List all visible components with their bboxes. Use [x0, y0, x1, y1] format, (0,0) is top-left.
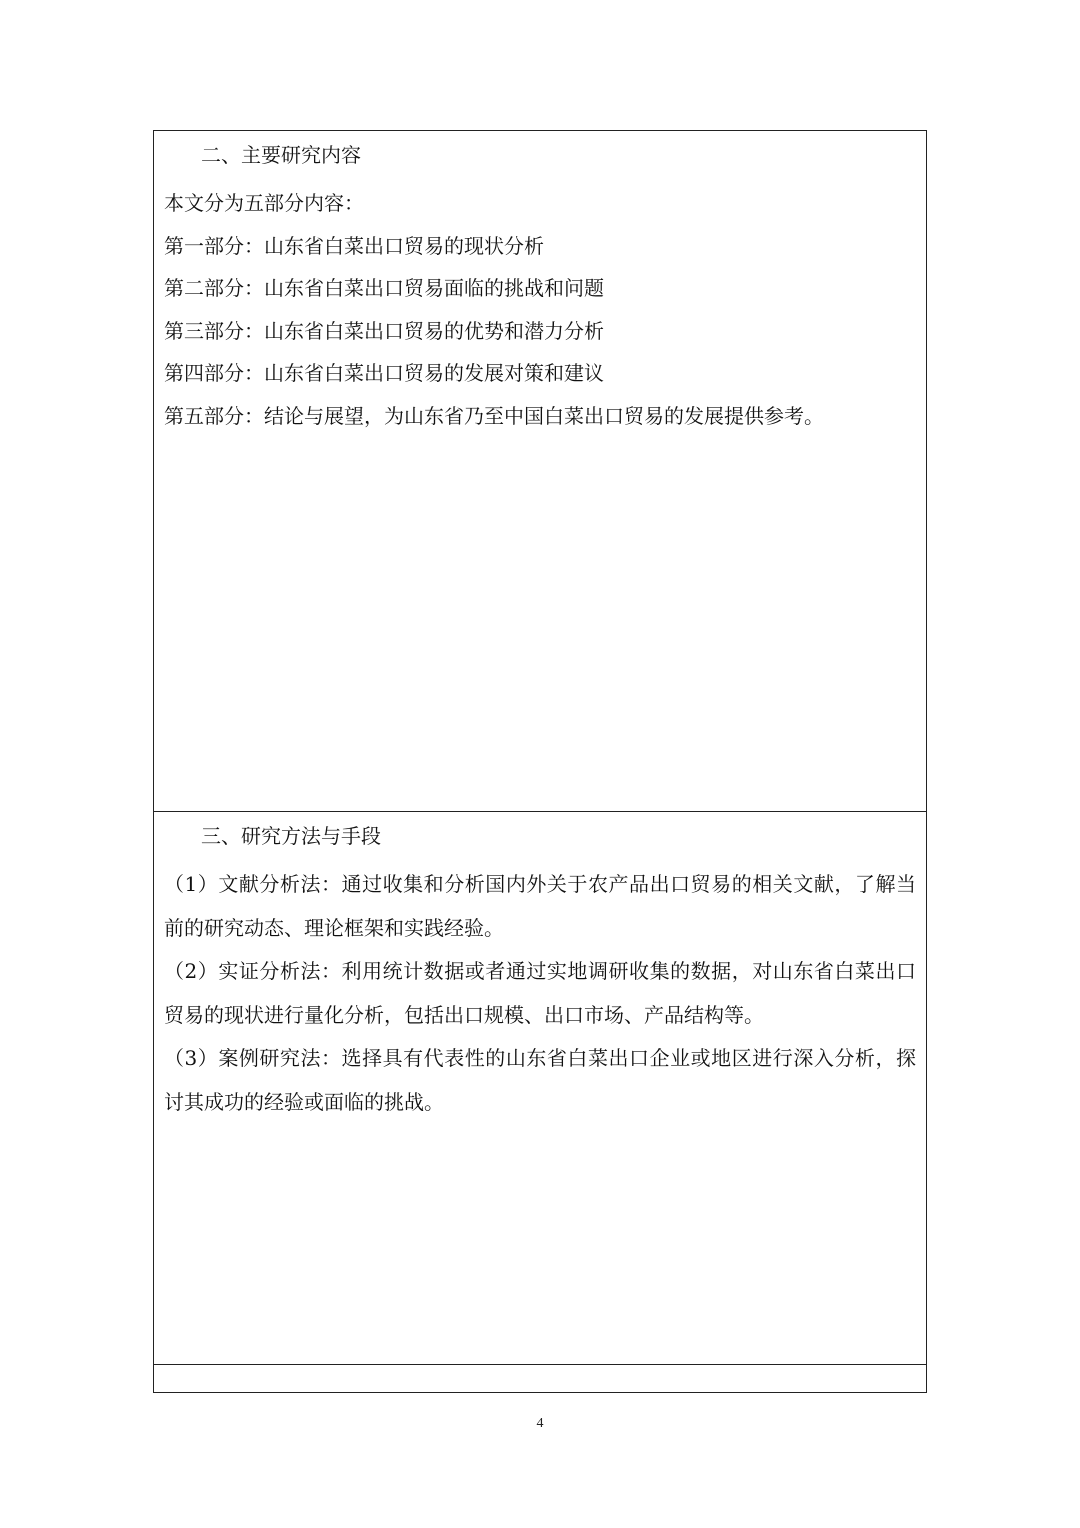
empty-table-row — [154, 1365, 926, 1392]
research-methods-heading: 三、研究方法与手段 — [201, 824, 381, 848]
research-part-item: 第四部分：山东省白菜出口贸易的发展对策和建议 — [164, 361, 604, 386]
research-content-cell — [154, 131, 926, 812]
research-part-item: 第一部分：山东省白菜出口贸易的现状分析 — [164, 233, 544, 258]
page-number: 4 — [536, 1416, 544, 1431]
research-methods-cell — [154, 812, 926, 1365]
research-content-heading: 二、主要研究内容 — [201, 143, 361, 167]
research-part-item: 第二部分：山东省白菜出口贸易面临的挑战和问题 — [164, 276, 604, 301]
research-method-item: （2）实证分析法：利用统计数据或者通过实地调研收集的数据，对山东省白菜出口贸易的现状进行量化分析，包括出口规模、出口市场、产品结构等。 — [164, 959, 916, 1027]
research-method-item: （3）案例研究法：选择具有代表性的山东省白菜出口企业或地区进行深入分析，探讨其成功的经验或面临的挑战。 — [164, 1046, 916, 1114]
research-part-item: 第三部分：山东省白菜出口贸易的优势和潜力分析 — [164, 318, 604, 343]
research-content-intro: 本文分为五部分内容： — [164, 191, 364, 215]
research-method-item: （1）文献分析法：通过收集和分析国内外关于农产品出口贸易的相关文献，了解当前的研究动态、理论框架和实践经验。 — [164, 872, 916, 940]
proposal-form-table — [153, 130, 927, 1393]
research-part-item: 第五部分：结论与展望，为山东省乃至中国白菜出口贸易的发展提供参考。 — [164, 403, 824, 428]
